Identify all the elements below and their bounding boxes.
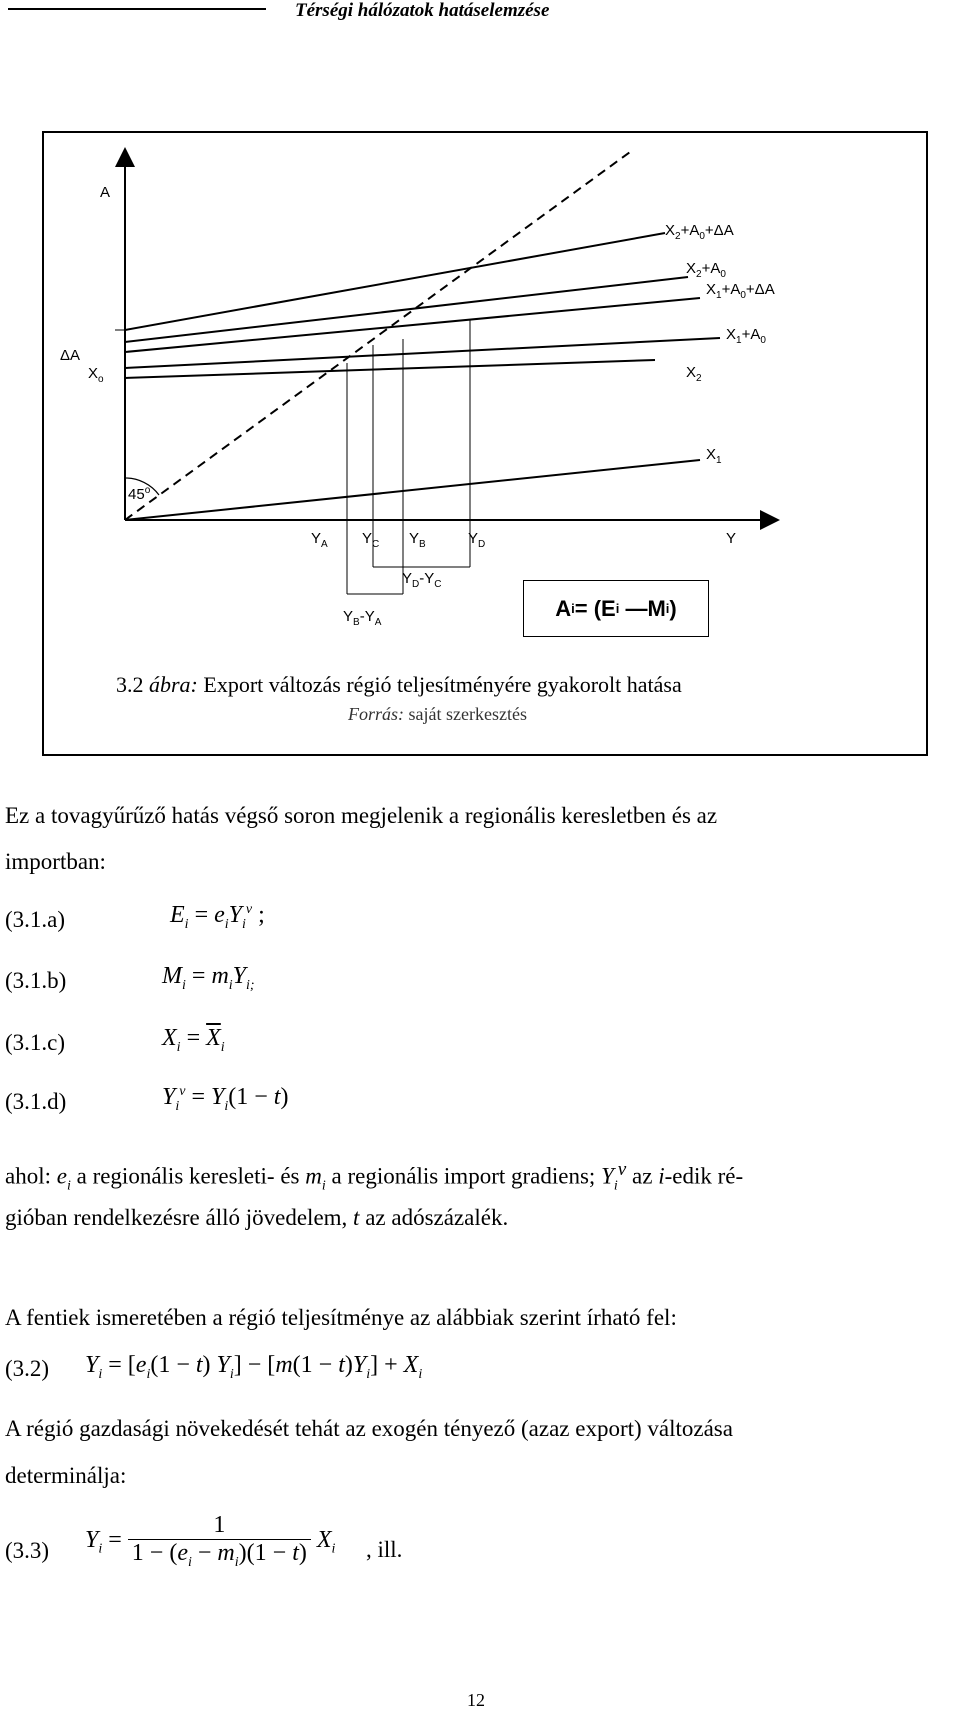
label-x1: $X_1$ <box>706 446 722 466</box>
paragraph-2-cont: gióban rendelkezésre álló jövedelem, t az adószázalék. <box>5 1205 509 1230</box>
paragraph-1-cont: importban: <box>5 849 106 874</box>
figure-diagram <box>0 0 960 760</box>
x0-label: $X_o$ <box>88 365 104 385</box>
paragraph-4-cont: determinálja: <box>5 1463 127 1488</box>
label-ya: $Y_A$ <box>311 530 328 550</box>
eq-3-1-c-number: (3.1.c) <box>5 1030 66 1055</box>
line-x2 <box>125 360 655 378</box>
45-degree-line <box>125 152 630 520</box>
line-x1 <box>125 460 700 520</box>
label-yb-ya: $Y_B-Y_A$ <box>343 608 382 628</box>
paragraph-1: Ez a tovagyűrűző hatás végső soron megjelenik a regionális keresletben és az <box>5 803 718 828</box>
label-x1-a0-da: $X_1+A_0+\Delta A$ <box>706 281 775 301</box>
running-header: Térségi hálózatok hatáselemzése <box>295 0 550 21</box>
axis-label-a: A <box>100 184 111 201</box>
eq-3-1-a: $E_i = e_iY_i^v$ ; <box>170 902 265 932</box>
eq-3-2: $Y_i = [e_i(1 - t) Y_i] - [m(1 - t)Y_i] + X_i$ <box>85 1352 423 1382</box>
axis-label-y: Y <box>726 530 737 547</box>
label-yb: $Y_B$ <box>409 530 426 550</box>
eq-3-3-number: (3.3) <box>5 1538 50 1563</box>
label-yd: $Y_D$ <box>468 530 486 550</box>
line-x2-a0-da <box>125 233 665 330</box>
label-x2: $X_2$ <box>686 364 702 384</box>
figure-source: Forrás: saját szerkesztés <box>348 704 527 724</box>
eq-3-2-number: (3.2) <box>5 1356 50 1381</box>
line-x1-a0 <box>125 338 720 368</box>
eq-3-3: $Y_i$ = $\frac{1}{1 - (e_i - m_i)(1 - t)}$ $X_i$ <box>85 1512 336 1570</box>
paragraph-4: A régió gazdasági növekedését tehát az exogén tényező (azaz export) változása <box>5 1416 733 1441</box>
eq-3-3-tail: , ill. <box>366 1537 403 1562</box>
eq-3-1-c: $X_i = \overline{X}_i$ <box>162 1025 225 1055</box>
label-yd-yc: $Y_D-Y_C$ <box>402 570 442 590</box>
formula-box: A i = (E i — M i ) <box>523 580 709 637</box>
paragraph-2: ahol: $e_i$ a regionális keresleti- és $m_i$ a regionális import gradiens; $Y_i^v$ az i-edik ré- <box>5 1159 744 1194</box>
label-x1-a0: $X_1+A_0$ <box>726 326 766 346</box>
figure-caption: 3.2 ábra: Export változás régió teljesítményére gyakorolt hatása <box>116 672 682 697</box>
delta-a-label: ΔA <box>60 347 81 364</box>
eq-3-1-a-number: (3.1.a) <box>5 907 66 932</box>
eq-3-1-b-number: (3.1.b) <box>5 968 67 993</box>
eq-3-1-b: $M_i = m_iY_{i;}$ <box>162 963 255 993</box>
eq-3-1-d-number: (3.1.d) <box>5 1089 67 1114</box>
paragraph-3: A fentiek ismeretében a régió teljesítménye az alábbiak szerint írható fel: <box>5 1305 677 1330</box>
eq-3-1-d: $Y_i^v = Y_i(1 - t)$ <box>162 1084 289 1114</box>
line-x2-a0 <box>125 277 688 342</box>
label-x2-a0-da: $X_2+A_0+\Delta A$ <box>665 222 734 242</box>
label-x2-a0: $X_2+A_0$ <box>686 260 726 280</box>
label-yc: $Y_C$ <box>362 530 380 550</box>
page-number: 12 <box>467 1690 485 1710</box>
angle-label: 45$^o$ <box>128 485 151 503</box>
